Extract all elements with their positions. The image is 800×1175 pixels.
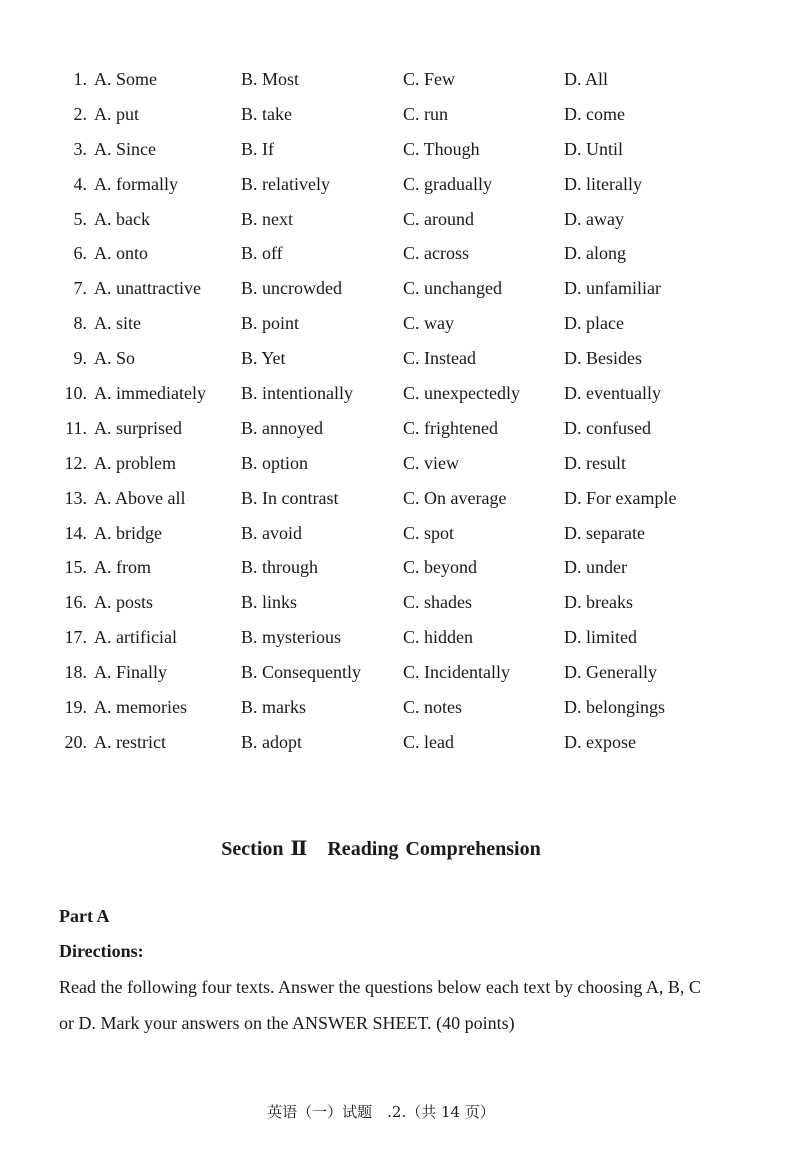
option-b: B. point: [241, 313, 300, 334]
question-row: [0, 690, 800, 725]
option-a: A. unattractive: [94, 278, 201, 299]
option-d: D. Besides: [564, 348, 642, 369]
option-d: D. literally: [564, 173, 642, 194]
question-number: 5.: [73, 208, 87, 229]
question-row: [0, 585, 800, 620]
option-a: A. formally: [94, 173, 178, 194]
option-c: C. frightened: [403, 417, 498, 438]
option-d: D. Generally: [564, 662, 657, 683]
option-a: A. problem: [94, 452, 176, 473]
option-a: A. Above all: [94, 487, 186, 508]
question-row: [0, 62, 800, 97]
option-b: B. adopt: [241, 731, 302, 752]
option-c: C. Instead: [403, 348, 476, 369]
question-row: [0, 481, 800, 516]
option-b: B. mysterious: [241, 627, 342, 648]
question-number: 15.: [64, 557, 87, 578]
option-a: A. So: [94, 348, 136, 369]
question-row: [0, 655, 800, 690]
option-d: D. limited: [564, 627, 637, 648]
question-number: 10.: [64, 383, 87, 404]
question-row: [0, 236, 800, 271]
option-a: A. bridge: [94, 522, 162, 543]
question-row: [0, 550, 800, 585]
option-a: A. surprised: [94, 417, 182, 438]
question-number: 8.: [73, 313, 87, 334]
option-a: A. onto: [94, 243, 148, 264]
option-b: B. through: [241, 557, 319, 578]
option-b: B. intentionally: [241, 383, 353, 404]
option-b: B. uncrowded: [241, 278, 342, 299]
question-row: [0, 97, 800, 132]
option-d: D. belongings: [564, 697, 665, 718]
option-a: A. site: [94, 313, 141, 334]
question-number: 2.: [73, 103, 87, 124]
question-row: [0, 725, 800, 760]
option-d: D. place: [564, 313, 624, 334]
option-c: C. notes: [403, 697, 463, 718]
directions-text: Read the following four texts. Answer the questions below each text by choosing A, B, C or D. Mark your answers on the ANSWER SHEET. (40 points): [59, 977, 701, 1033]
question-number: 14.: [64, 522, 87, 543]
option-b: B. In contrast: [241, 487, 339, 508]
question-row: [0, 411, 800, 446]
option-d: D. under: [564, 557, 627, 578]
cloze-options-list: [0, 62, 800, 760]
option-c: C. shades: [403, 592, 472, 613]
question-number: 4.: [73, 173, 87, 194]
question-number: 16.: [64, 592, 87, 613]
option-a: A. immediately: [94, 383, 206, 404]
option-b: B. Most: [241, 69, 300, 89]
option-a: A. put: [94, 103, 139, 124]
part-label: Part A: [59, 906, 110, 926]
option-d: D. For example: [564, 487, 677, 508]
question-row: [0, 202, 800, 237]
option-d: D. eventually: [564, 383, 661, 404]
question-row: [0, 620, 800, 655]
question-number: 12.: [64, 452, 87, 473]
question-number: 3.: [73, 138, 87, 159]
option-a: A. from: [94, 557, 151, 578]
question-number: 13.: [64, 487, 87, 508]
page-footer: 英语（一）试题 .2.（共 14 页）: [267, 1103, 495, 1121]
option-b: B. Consequently: [241, 662, 361, 683]
option-a: A. Some: [94, 69, 157, 89]
option-d: D. expose: [564, 731, 636, 752]
option-a: A. Since: [94, 138, 156, 159]
option-b: B. marks: [241, 697, 306, 718]
option-a: A. Finally: [94, 662, 168, 683]
option-a: A. artificial: [94, 627, 177, 648]
option-b: B. take: [241, 103, 292, 124]
section-title: Section Ⅱ Reading Comprehension: [221, 838, 541, 860]
option-b: B. links: [241, 592, 298, 613]
question-row: [0, 132, 800, 167]
option-c: C. view: [403, 452, 459, 473]
option-d: D. confused: [564, 417, 651, 438]
option-c: C. Incidentally: [403, 662, 510, 683]
option-c: C. On average: [403, 487, 507, 508]
option-a: A. memories: [94, 697, 187, 718]
option-b: B. off: [241, 243, 283, 264]
directions-label: Directions:: [59, 941, 144, 961]
option-c: C. Though: [403, 138, 480, 159]
option-d: D. separate: [564, 522, 645, 543]
question-row: [0, 306, 800, 341]
option-c: C. run: [403, 103, 448, 124]
option-c: C. way: [403, 313, 454, 334]
option-c: C. around: [403, 208, 474, 229]
option-d: D. come: [564, 103, 625, 124]
option-b: B. If: [241, 138, 274, 159]
question-number: 6.: [73, 243, 87, 264]
question-row: [0, 376, 800, 411]
question-number: 20.: [64, 731, 87, 752]
option-a: A. back: [94, 208, 150, 229]
option-c: C. across: [403, 243, 469, 264]
question-number: 18.: [64, 662, 87, 683]
question-row: [0, 271, 800, 306]
option-d: D. result: [564, 452, 626, 473]
option-c: C. unexpectedly: [403, 383, 520, 404]
option-d: D. away: [564, 208, 624, 229]
question-number: 7.: [73, 278, 87, 299]
option-b: B. Yet: [241, 348, 286, 369]
question-number: 17.: [64, 627, 87, 648]
option-d: D. Until: [564, 138, 624, 159]
option-c: C. hidden: [403, 627, 473, 648]
option-d: D. unfamiliar: [564, 278, 661, 299]
option-d: D. along: [564, 243, 626, 264]
option-c: C. unchanged: [403, 278, 502, 299]
option-c: C. spot: [403, 522, 455, 543]
question-row: [0, 167, 800, 202]
question-row: [0, 516, 800, 551]
option-b: B. avoid: [241, 522, 302, 543]
option-d: D. All: [564, 69, 609, 89]
option-c: C. Few: [403, 69, 456, 89]
option-b: B. next: [241, 208, 293, 229]
question-number: 9.: [73, 348, 87, 369]
question-number: 1.: [73, 69, 87, 89]
question-row: [0, 446, 800, 481]
option-c: C. beyond: [403, 557, 477, 578]
option-b: B. relatively: [241, 173, 330, 194]
option-b: B. annoyed: [241, 417, 323, 438]
option-b: B. option: [241, 452, 309, 473]
option-d: D. breaks: [564, 592, 633, 613]
question-number: 19.: [64, 697, 87, 718]
question-row: [0, 341, 800, 376]
question-number: 11.: [65, 417, 87, 438]
option-c: C. gradually: [403, 173, 492, 194]
option-c: C. lead: [403, 731, 454, 752]
option-a: A. restrict: [94, 731, 166, 752]
option-a: A. posts: [94, 592, 154, 613]
